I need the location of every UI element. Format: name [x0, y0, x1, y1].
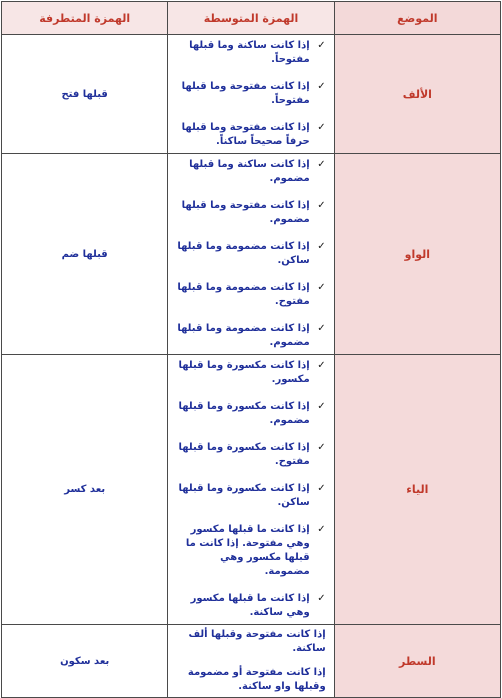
- check-icon: ✓: [317, 40, 326, 51]
- list-item: [174, 441, 325, 469]
- check-icon: ✓: [317, 483, 326, 494]
- table-row: [2, 35, 501, 154]
- case-text: إذا كانت مكسورة وما قبلها ساكن.: [178, 483, 310, 508]
- list-item: [174, 482, 325, 510]
- check-icon: ✓: [317, 81, 326, 92]
- end-rule-cell: قبلها فتح: [2, 35, 168, 154]
- middle-cases-cell: [168, 355, 334, 625]
- case-text: إذا كانت مكسورة وما قبلها مضموم.: [178, 401, 310, 426]
- header-row: [2, 2, 501, 35]
- case-text: إذا كانت ما قبلها مكسور وهي مفتوحة. إذا كانت ما قبلها مكسور وهي مضمومة.: [185, 524, 310, 577]
- middle-cases-cell: [168, 154, 334, 355]
- check-icon: ✓: [317, 122, 326, 133]
- hamza-rules-table: [1, 1, 501, 698]
- list-item: [174, 359, 325, 387]
- list-item: [174, 322, 325, 350]
- check-icon: ✓: [317, 282, 326, 293]
- case-text: إذا كانت مفتوحة وقبلها ألف ساكنة.: [188, 629, 326, 654]
- position-cell: الألف: [334, 35, 500, 154]
- case-text: إذا كانت مضمومة وما قبلها مفتوح.: [177, 282, 310, 307]
- list-item: [174, 121, 325, 149]
- case-text: إذا كانت مفتوحة وما قبلها حرفاً صحيحاً ساكناً.: [181, 122, 310, 147]
- middle-cases-cell: [168, 35, 334, 154]
- end-rule-cell: بعد سكون: [2, 625, 168, 698]
- case-text: إذا كانت ما قبلها مكسور وهي ساكنة.: [190, 593, 310, 618]
- position-cell: الواو: [334, 154, 500, 355]
- case-text: إذا كانت مضمومة وما قبلها ساكن.: [177, 241, 310, 266]
- check-icon: ✓: [317, 593, 326, 604]
- table-row: [2, 355, 501, 625]
- position-cell: السطر: [334, 625, 500, 698]
- end-rule-cell: قبلها ضم: [2, 154, 168, 355]
- list-item: [174, 400, 325, 428]
- list-item: [174, 80, 325, 108]
- list-item: [174, 281, 325, 309]
- check-icon: ✓: [317, 524, 326, 535]
- position-cell: الياء: [334, 355, 500, 625]
- case-text: إذا كانت ساكنة وما قبلها مضموم.: [189, 159, 310, 184]
- list-item: [174, 592, 325, 620]
- plain-cases: [168, 625, 333, 697]
- case-text: إذا كانت مكسورة وما قبلها مفتوح.: [178, 442, 310, 467]
- list-item: [174, 39, 325, 67]
- case-text: إذا كانت مفتوحة أو مضمومة وقبلها واو ساكنة.: [187, 667, 326, 692]
- check-icon: ✓: [317, 360, 326, 371]
- case-text: إذا كانت مكسورة وما قبلها مكسور.: [178, 360, 310, 385]
- check-icon: ✓: [317, 442, 326, 453]
- case-text: إذا كانت ساكنة وما قبلها مفتوحاً.: [189, 40, 310, 65]
- case-text: إذا كانت مفتوحة وما قبلها مفتوحاً.: [181, 81, 310, 106]
- case-text: إذا كانت مضمومة وما قبلها مضموم.: [177, 323, 310, 348]
- list-item: [174, 523, 325, 579]
- check-icon: ✓: [317, 159, 326, 170]
- cases-list: [168, 35, 333, 153]
- middle-cases-cell: [168, 625, 334, 698]
- table-row: [2, 625, 501, 698]
- header-middle-hamza: الهمزة المتوسطة: [168, 2, 334, 35]
- list-item: [174, 199, 325, 227]
- check-icon: ✓: [317, 401, 326, 412]
- case-text: إذا كانت مفتوحة وما قبلها مضموم.: [181, 200, 310, 225]
- check-icon: ✓: [317, 241, 326, 252]
- list-item: [174, 240, 325, 268]
- header-end-hamza: الهمزة المتطرفة: [2, 2, 168, 35]
- table-row: [2, 154, 501, 355]
- header-position: الموضع: [334, 2, 500, 35]
- check-icon: ✓: [317, 200, 326, 211]
- check-icon: ✓: [317, 323, 326, 334]
- list-item: [174, 158, 325, 186]
- cases-list: [168, 355, 333, 624]
- cases-list: [168, 154, 333, 354]
- end-rule-cell: بعد كسر: [2, 355, 168, 625]
